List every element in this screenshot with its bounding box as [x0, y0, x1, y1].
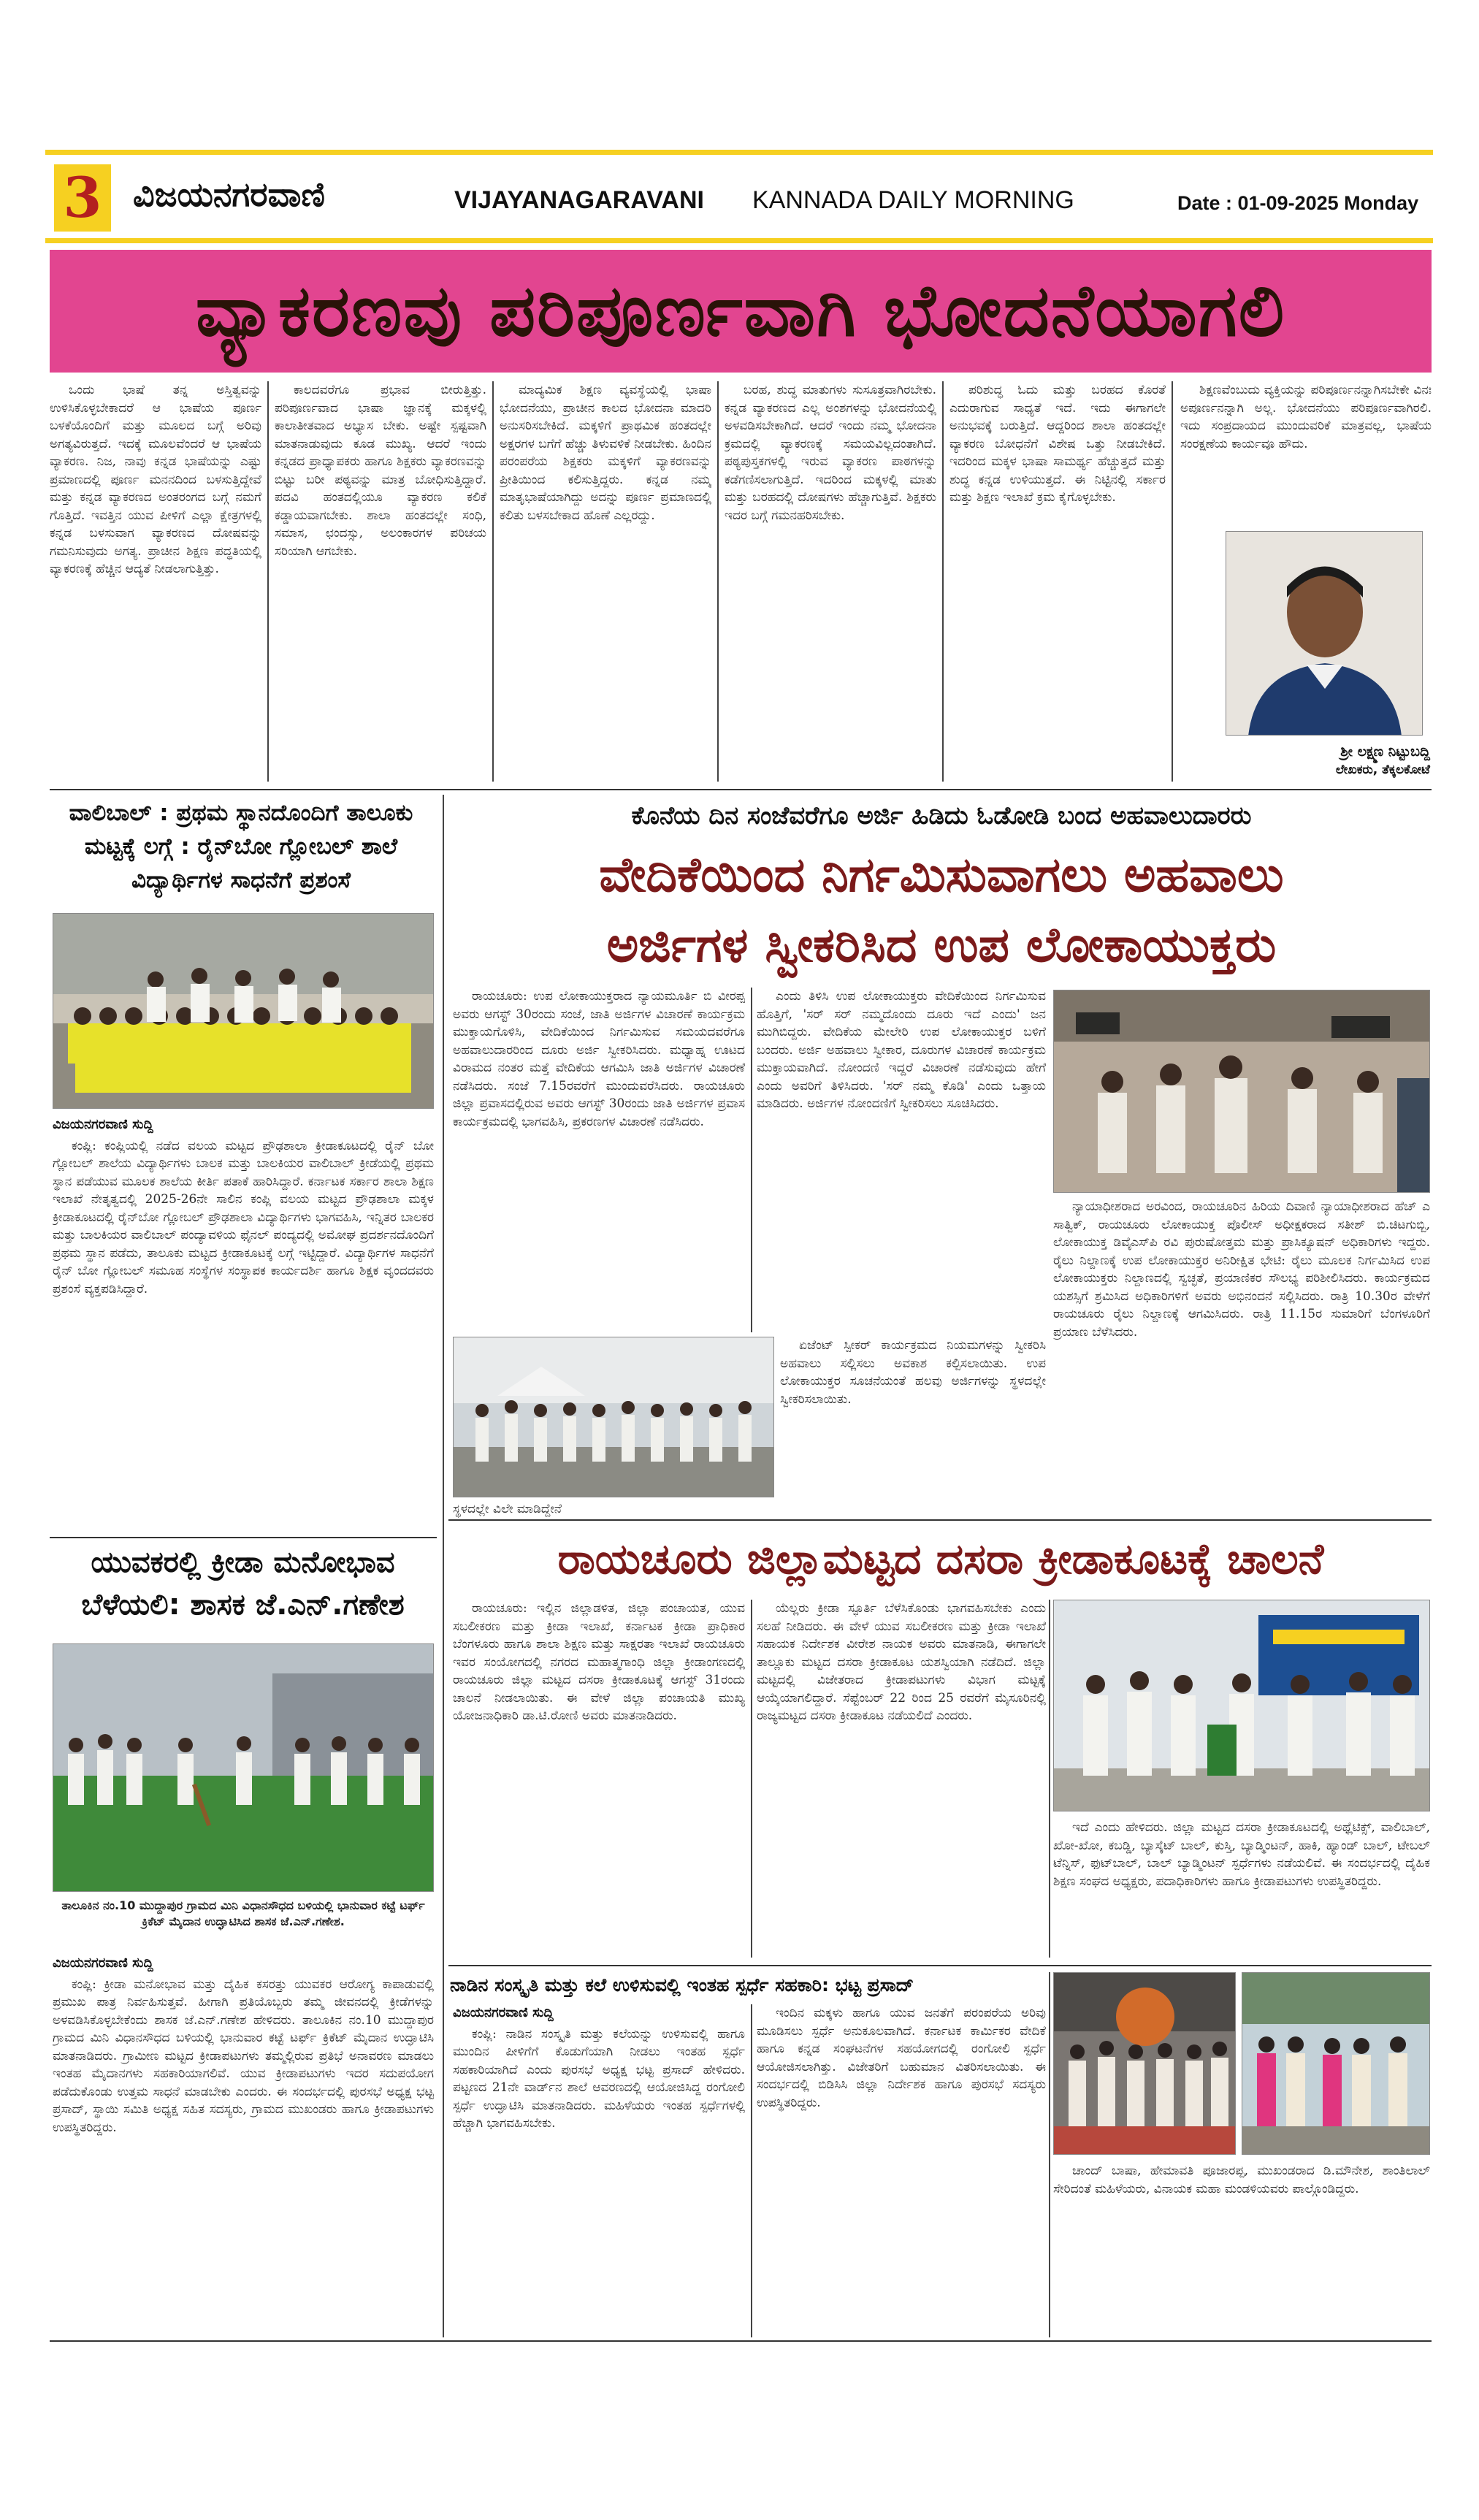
- lokayukta-headline-1: ವೇದಿಕೆಯಿಂದ ನಿರ್ಗಮಿಸುವಾಗಲು ಅಹವಾಲು: [599, 847, 1284, 903]
- column-divider: [1172, 381, 1173, 782]
- yuva-cricket-photo: [53, 1643, 434, 1892]
- culture-column-3: [1053, 2162, 1430, 2235]
- lokayukta-column-2: [757, 988, 1046, 1332]
- dasara-column-3: [1053, 1819, 1430, 1958]
- column-divider: [267, 381, 269, 782]
- culture-column-2: [757, 2004, 1046, 2337]
- editorial-text-6: ಶಿಕ್ಷಣವೆಂಬುದು ವ್ಯಕ್ತಿಯನ್ನು ಪರಿಪೂರ್ಣನನ್ನಾಗಿಸಬೇಕೇ ವಿನಃ ಅಪೂರ್ಣನನ್ನಾಗಿ ಅಲ್ಲ. ಭೋದನೆಯು ಪರಿಪೂರ್ಣವಾಗಿರಲಿ. ಇದು ಸಂಪ್ರದಾಯದ ಮುಂದುವರಿಕೆ ಮಾತ್ರವಲ್ಲ, ಭಾಷೆಯ ಸಂರಕ್ಷಣೆಯ ಕಾರ್ಯವೂ ಹೌದು.: [1180, 383, 1432, 451]
- crowd-hall-image: [454, 1337, 774, 1497]
- section-divider: [50, 789, 1432, 790]
- editorial-text-1: ಒಂದು ಭಾಷೆ ತನ್ನ ಅಸ್ತಿತ್ವವನ್ನು ಉಳಿಸಿಕೊಳ್ಳಬೇಕಾದರೆ ಆ ಭಾಷೆಯ ಪೂರ್ಣ ಬಳಕೆಯೊಂದಿಗೆ ಮತ್ತು ಮೂಲದ ಬಗ್ಗೆ ಅರಿವು ಅಗತ್ಯವಿರುತ್ತದೆ. ಇದಕ್ಕೆ ಮೂಲವೆಂದರೆ ಆ ಭಾಷೆಯ ವ್ಯಾಕರಣ. ನಿಜ, ನಾವು ಕನ್ನಡ ಭಾಷೆಯನ್ನು ಎಷ್ಟು ಪ್ರಮಾಣದಲ್ಲಿ ಪೂರ್ಣ ಮನನದಿಂದ ಬಳಸುತ್ತಿದ್ದೇವೆ ಮತ್ತು ಕನ್ನಡ ವ್ಯಾಕರಣದ ಅಂತರಂಗದ ಬಗ್ಗೆ ನಮಗೆ ಗೊತ್ತಿದೆ. ಇವತ್ತಿನ ಯುವ ಪೀಳಿಗೆ ಎಲ್ಲಾ ಕ್ಷೇತ್ರಗಳಲ್ಲಿ ಕನ್ನಡ ಬಳಸುವಾಗ ವ್ಯಾಕರಣದ ದೋಷವನ್ನು ಗಮನಿಸುವುದು ಅಗತ್ಯ. ಪ್ರಾಚೀನ ಶಿಕ್ಷಣ ಪದ್ಧತಿಯಲ್ಲಿ ವ್ಯಾಕರಣಕ್ಕೆ ಹೆಚ್ಚಿನ ಆದ್ಯತೆ ನೀಡಲಾಗುತ್ತಿತ್ತು.: [50, 383, 261, 576]
- volleyball-body: ಕಂಪ್ಲಿ: ಕಂಪ್ಲಿಯಲ್ಲಿ ನಡೆದ ವಲಯ ಮಟ್ಟದ ಪ್ರೌಢಶಾಲಾ ಕ್ರೀಡಾಕೂಟದಲ್ಲಿ ರೈನ್ ಬೋ ಗ್ಲೋಬಲ್ ಶಾಲೆಯ ವಿದ್ಯಾರ್ಥಿಗಳು ಬಾಲಕ ಮತ್ತು ಬಾಲಕಿಯರ ವಾಲಿಬಾಲ್ ಕ್ರೀಡೆಯಲ್ಲಿ ಪ್ರಥಮ ಸ್ಥಾನ ಪಡೆಯುವ ಮೂಲಕ ಶಾಲೆಯ ಕೀರ್ತಿ ಪತಾಕೆ ಹಾರಿಸಿದ್ದಾರೆ. ಕರ್ನಾಟಕ ಸರ್ಕಾರ ಶಾಲಾ ಶಿಕ್ಷಣ ಇಲಾಖೆ ನೇತೃತ್ವದಲ್ಲಿ 2025-26ನೇ ಸಾಲಿನ ಕಂಪ್ಲಿ ವಲಯ ಮಟ್ಟದ ಪ್ರೌಢಶಾಲಾ ಮಕ್ಕಳ ಕ್ರೀಡಾಕೂಟದಲ್ಲಿ ರೈನ್‌ಬೋ ಗ್ಲೋಬಲ್ ಪ್ರೌಢಶಾಲಾ ವಿದ್ಯಾರ್ಥಿಗಳು ಭಾಗವಹಿಸಿ, ಇನ್ನಿತರ ಬಾಲಕರ ಮತ್ತು ಬಾಲಕಿಯರ ವಾಲಿಬಾಲ್ ಪಂದ್ಯಾವಳಿಯ ಫೈನಲ್ ಪಂದ್ಯದಲ್ಲಿ ಅಮೋಘ ಪ್ರದರ್ಶನದೊಂದಿಗೆ ಪ್ರಥಮ ಸ್ಥಾನ ಪಡೆದು, ತಾಲೂಕು ಮಟ್ಟದ ಕ್ರೀಡಾಕೂಟಕ್ಕೆ ಲಗ್ಗೆ ಇಟ್ಟಿದ್ದಾರೆ. ವಿದ್ಯಾರ್ಥಿಗಳ ಸಾಧನೆಗೆ ರೈನ್ ಬೋ ಗ್ಲೋಬಲ್ ಸಮೂಹ ಸಂಸ್ಥೆಗಳ ಸಂಸ್ಥಾಪಕ ಕಾರ್ಯದರ್ಶಿ ಹಾಗೂ ಶಿಕ್ಷಕ ವೃಂದದವರು ಪ್ರಶಂಸೆ ವ್ಯಕ್ತಪಡಿಸಿದ್ದಾರೆ.: [53, 1138, 434, 1297]
- volleyball-byline: ವಿಜಯನಗರವಾಣಿ ಸುದ್ದಿ: [53, 1117, 153, 1132]
- lokayukta-column-1: [453, 988, 745, 1332]
- lokayukta-kicker: ಕೊನೆಯ ದಿನ ಸಂಜೆವರೆಗೂ ಅರ್ಜಿ ಹಿಡಿದು ಓಡೋಡಿ ಬಂದ ಅಹವಾಲುದಾರರು: [631, 801, 1252, 831]
- author-name: ಶ್ರೀ ಲಕ್ಷ್ಮಣ ನಿಟ್ಟುಬದ್ದಿ: [1340, 744, 1430, 760]
- volleyball-article: [53, 1116, 434, 1534]
- column-divider: [751, 1600, 752, 1958]
- editorial-text-2: ಕಾಲದವರೆಗೂ ಪ್ರಭಾವ ಬೀರುತ್ತಿತ್ತು. ಪರಿಪೂರ್ಣವಾದ ಭಾಷಾ ಜ್ಞಾನಕ್ಕೆ ಮಕ್ಕಳಲ್ಲಿ ಕಾಲಾತೀತವಾದ ಅಭ್ಯಾಸ ಬೇಕು. ಅಷ್ಟೇ ಸ್ಪಷ್ಟವಾಗಿ ಮಾತನಾಡುವುದು ಕೂಡ ಮುಖ್ಯ. ಆದರೆ ಇಂದು ಕನ್ನಡದ ಪ್ರಾಧ್ಯಾಪಕರು ಹಾಗೂ ಶಿಕ್ಷಕರು ವ್ಯಾಕರಣವನ್ನು ಬಿಟ್ಟು ಬರೀ ಪಠ್ಯವನ್ನು ಮಾತ್ರ ಬೋಧಿಸುತ್ತಿದ್ದಾರೆ. ಪದವಿ ಹಂತದಲ್ಲಿಯೂ ವ್ಯಾಕರಣ ಕಲಿಕೆ ಕಡ್ಡಾಯವಾಗಬೇಕು. ಶಾಲಾ ಹಂತದಲ್ಲೇ ಸಂಧಿ, ಸಮಾಸ, ಛಂದಸ್ಸು, ಅಲಂಕಾರಗಳ ಪರಿಚಯ ಸರಿಯಾಗಿ ಆಗಬೇಕು.: [275, 383, 486, 559]
- lokayukta-photo-caption: ಸ್ಥಳದಲ್ಲೇ ವಿಲೇ ಮಾಡಿದ್ದೇನೆ: [453, 1502, 562, 1516]
- culture-headline: ನಾಡಿನ ಸಂಸ್ಕೃತಿ ಮತ್ತು ಕಲೆ ಉಳಿಸುವಲ್ಲಿ ಇಂತಹ ಸ್ಪರ್ಧೆ ಸಹಕಾರಿ: ಭಟ್ಟ ಪ್ರಸಾದ್: [450, 1974, 914, 1996]
- section-divider: [448, 1965, 1432, 1966]
- editorial-column-6: [1180, 381, 1432, 527]
- editorial-column-2: [275, 381, 486, 782]
- editorial-column-3: [500, 381, 711, 782]
- author-portrait-image: [1226, 532, 1423, 736]
- column-divider: [1049, 1600, 1050, 1958]
- editorial-column-5: [949, 381, 1166, 782]
- rangoli-group-image-2: [1242, 1973, 1430, 2155]
- lokayukta-headline-2: ಅರ್ಜಿಗಳ ಸ್ವೀಕರಿಸಿದ ಉಪ ಲೋಕಾಯುಕ್ತರು: [606, 917, 1277, 973]
- page-number: 3: [54, 164, 111, 232]
- page-bottom-rule: [50, 2340, 1432, 2342]
- rangoli-group-image-1: [1054, 1973, 1236, 2155]
- masthead-tagline: KANNADA DAILY MORNING: [752, 186, 1074, 214]
- editorial-text-4: ಬರಹ, ಶುದ್ಧ ಮಾತುಗಳು ಸುಸೂತ್ರವಾಗಿರಬೇಕು. ಕನ್ನಡ ವ್ಯಾಕರಣದ ಎಲ್ಲ ಅಂಶಗಳನ್ನು ಭೋದನೆಯಲ್ಲಿ ಅಳವಡಿಸಬೇಕಾಗಿದೆ. ಆದರೆ ಇಂದು ನಮ್ಮ ಭೋದನಾ ಕ್ರಮದಲ್ಲಿ ವ್ಯಾಕರಣಕ್ಕೆ ಸಮಯವಿಲ್ಲದಂತಾಗಿದೆ. ಪಠ್ಯಪುಸ್ತಕಗಳಲ್ಲಿ ಇರುವ ವ್ಯಾಕರಣ ಪಾಠಗಳನ್ನು ಕಡೆಗಣಿಸಲಾಗುತ್ತಿದೆ. ಇದರಿಂದ ಮಕ್ಕಳಲ್ಲಿ ಮಾತು ಮತ್ತು ಬರಹದಲ್ಲಿ ದೋಷಗಳು ಹೆಚ್ಚಾಗುತ್ತಿವೆ. ಶಿಕ್ಷಕರು ಇದರ ಬಗ್ಗೆ ಗಮನಹರಿಸಬೇಕು.: [725, 383, 936, 523]
- hearing-room-image: [1054, 990, 1430, 1193]
- lokayukta-column-2b: [780, 1337, 1046, 1497]
- culture-column-1: [453, 2004, 745, 2337]
- masthead-english-name: VIJAYANAGARAVANI: [454, 186, 704, 214]
- dasara-column-1: [453, 1600, 745, 1958]
- lokayukta-column-3: [1053, 1198, 1430, 1511]
- lokayukta-crowd-photo: [453, 1337, 774, 1497]
- volleyball-headline: ವಾಲಿಬಾಲ್ : ಪ್ರಥಮ ಸ್ಥಾನದೊಂದಿಗೆ ತಾಲೂಕು ಮಟ್ಟಕ್ಕೆ ಲಗ್ಗೆ : ರೈನ್‌ಬೋ ಗ್ಲೋಬಲ್ ಶಾಲೆ ವಿದ್ಯಾರ್ಥಿಗಳ ಸಾಧನೆಗೆ ಪ್ರಶಂಸೆ: [69, 800, 413, 893]
- masthead-top-rule: [45, 150, 1433, 155]
- culture-group-photo-2: [1242, 1972, 1430, 2155]
- volleyball-team-photo: [53, 913, 434, 1109]
- dasara-inauguration-image: [1054, 1600, 1430, 1811]
- editorial-banner: [50, 250, 1432, 373]
- author-photo: [1226, 531, 1423, 736]
- editorial-headline: ವ್ಯಾಕರಣವು ಪರಿಪೂರ್ಣವಾಗಿ ಭೋದನೆಯಾಗಲಿ: [195, 270, 1286, 353]
- dasara-text-1: ರಾಯಚೂರು: ಇಲ್ಲಿನ ಜಿಲ್ಲಾಡಳಿತ, ಜಿಲ್ಲಾ ಪಂಚಾಯತ, ಯುವ ಸಬಲೀಕರಣ ಮತ್ತು ಕ್ರೀಡಾ ಇಲಾಖೆ, ಕರ್ನಾಟಕ ಕ್ರೀಡಾ ಪ್ರಾಧಿಕಾರ ಬೆಂಗಳೂರು ಹಾಗೂ ಶಾಲಾ ಶಿಕ್ಷಣ ಮತ್ತು ಸಾಕ್ಷರತಾ ಇಲಾಖೆ ರಾಯಚೂರು ಇವರ ಸಂಯೋಗದಲ್ಲಿ ನಗರದ ಮಹಾತ್ಮಗಾಂಧಿ ಜಿಲ್ಲಾ ಕ್ರೀಡಾಂಗಣದಲ್ಲಿ ರಾಯಚೂರು ಜಿಲ್ಲಾ ಮಟ್ಟದ ದಸರಾ ಕ್ರೀಡಾಕೂಟಕ್ಕೆ ಆಗಸ್ಟ್ 31ರಂದು ಚಾಲನೆ ನೀಡಲಾಯಿತು. ಈ ವೇಳೆ ಜಿಲ್ಲಾ ಪಂಚಾಯತಿ ಮುಖ್ಯ ಯೋಜನಾಧಿಕಾರಿ ಡಾ.ಟಿ.ರೋಣಿ ಅವರು ಮಾತನಾಡಿದರು.: [453, 1601, 745, 1723]
- section-divider: [448, 1519, 1432, 1521]
- yuva-photo-caption: ತಾಲೂಕಿನ ನಂ.10 ಮುದ್ದಾಪುರ ಗ್ರಾಮದ ಮಿನಿ ವಿಧಾನಸೌಧದ ಬಳಿಯಲ್ಲಿ ಭಾನುವಾರ ಕಟ್ಟೆ ಟರ್ಫ್ ಕ್ರಿಕೆಟ್ ಮೈದಾನ ಉದ್ಘಾಟಿಸಿದ ಶಾಸಕ ಜೆ.ಎನ್.ಗಣೇಶ.: [61, 1898, 425, 1928]
- masthead-date: Date : 01-09-2025 Monday: [1177, 192, 1419, 214]
- dasara-headline: ರಾಯಚೂರು ಜಿಲ್ಲಾಮಟ್ಟದ ದಸರಾ ಕ್ರೀಡಾಕೂಟಕ್ಕೆ ಚಾಲನೆ: [557, 1534, 1324, 1584]
- editorial-text-3: ಮಾದ್ಯಮಿಕ ಶಿಕ್ಷಣ ವ್ಯವಸ್ಥೆಯಲ್ಲಿ ಭಾಷಾ ಭೋದನೆಯು, ಪ್ರಾಚೀನ ಕಾಲದ ಭೋದನಾ ಮಾದರಿ ಅನುಸರಿಸಬೇಕಿದೆ. ಮಕ್ಕಳಿಗೆ ಪ್ರಾಥಮಿಕ ಹಂತದಲ್ಲೇ ಅಕ್ಷರಗಳ ಬಗೆಗೆ ಹೆಚ್ಚು ತಿಳುವಳಿಕೆ ನೀಡಬೇಕು. ಹಿಂದಿನ ಪರಂಪರೆಯ ಶಿಕ್ಷಕರು ಮಕ್ಕಳಿಗೆ ವ್ಯಾಕರಣವನ್ನು ಪ್ರೀತಿಯಿಂದ ಕಲಿಸುತ್ತಿದ್ದರು. ಕನ್ನಡ ನಮ್ಮ ಮಾತೃಭಾಷೆಯಾಗಿದ್ದು ಅದನ್ನು ಪೂರ್ಣ ಪ್ರಮಾಣದಲ್ಲಿ ಕಲಿತು ಬಳಸಬೇಕಾದ ಹೊಣೆ ಎಲ್ಲರದ್ದು.: [500, 383, 711, 523]
- section-divider: [50, 1537, 437, 1538]
- culture-text-1: ಕಂಪ್ಲಿ: ನಾಡಿನ ಸಂಸ್ಕೃತಿ ಮತ್ತು ಕಲೆಯನ್ನು ಉಳಿಸುವಲ್ಲಿ ಹಾಗೂ ಮುಂದಿನ ಪೀಳಿಗೆಗೆ ಕೊಡುಗೆಯಾಗಿ ನೀಡಲು ಇಂತಹ ಸ್ಪರ್ಧೆ ಸಹಕಾರಿಯಾಗಿದೆ ಎಂದು ಪುರಸಭೆ ಅಧ್ಯಕ್ಷ ಭಟ್ಟ ಪ್ರಸಾದ್ ಹೇಳಿದರು. ಪಟ್ಟಣದ 21ನೇ ವಾರ್ಡ್‌ನ ಶಾಲೆ ಆವರಣದಲ್ಲಿ ಆಯೋಜಿಸಿದ್ದ ರಂಗೋಲಿ ಸ್ಪರ್ಧೆ ಉದ್ಘಾಟಿಸಿ ಮಾತನಾಡಿದರು. ಮಹಿಳೆಯರು ಇಂತಹ ಸ್ಪರ್ಧೆಗಳಲ್ಲಿ ಹೆಚ್ಚಾಗಿ ಭಾಗವಹಿಸಬೇಕು.: [453, 2026, 745, 2131]
- culture-byline: ವಿಜಯನಗರವಾಣಿ ಸುದ್ದಿ: [453, 2005, 554, 2020]
- yuva-byline: ವಿಜಯನಗರವಾಣಿ ಸುದ್ದಿ: [53, 1955, 153, 1971]
- dasara-text-2: ಯೆಲ್ಲರು ಕ್ರೀಡಾ ಸ್ಫೂರ್ತಿ ಬೆಳೆಸಿಕೊಂಡು ಭಾಗವಹಿಸಬೇಕು ಎಂದು ಸಲಹೆ ನೀಡಿದರು. ಈ ವೇಳೆ ಯುವ ಸಬಲೀಕರಣ ಮತ್ತು ಕ್ರೀಡಾ ಇಲಾಖೆ ಸಹಾಯಕ ನಿರ್ದೇಶಕ ವೀರೇಶ ನಾಯಕ ಅವರು ಮಾತನಾಡಿ, ಈಗಾಗಲೇ ತಾಲ್ಲೂಕು ಮಟ್ಟದ ದಸರಾ ಕ್ರೀಡಾಕೂಟ ಯಶಸ್ವಿಯಾಗಿ ನಡೆದಿದೆ. ಜಿಲ್ಲಾ ಮಟ್ಟದಲ್ಲಿ ವಿಜೇತರಾದ ಕ್ರೀಡಾಪಟುಗಳು ವಿಭಾಗ ಮಟ್ಟಕ್ಕೆ ಆಯ್ಕೆಯಾಗಲಿದ್ದಾರೆ. ಸೆಪ್ಟೆಂಬರ್ 22 ರಿಂದ 25 ರವರೆಗೆ ಮೈಸೂರಿನಲ್ಲಿ ರಾಜ್ಯಮಟ್ಟದ ದಸರಾ ಕ್ರೀಡಾಕೂಟ ನಡೆಯಲಿದೆ ಎಂದರು.: [757, 1601, 1046, 1723]
- culture-group-photo-1: [1053, 1972, 1236, 2155]
- culture-text-2: ಇಂದಿನ ಮಕ್ಕಳು ಹಾಗೂ ಯುವ ಜನತೆಗೆ ಪರಂಪರೆಯ ಅರಿವು ಮೂಡಿಸಲು ಸ್ಪರ್ಧೆ ಅನುಕೂಲವಾಗಿದೆ. ಕರ್ನಾಟಕ ಕಾರ್ಮಿಕರ ವೇದಿಕೆ ಹಾಗೂ ಕನ್ನಡ ಸಂಘಟನೆಗಳ ಸಹಯೋಗದಲ್ಲಿ ರಂಗೋಲಿ ಸ್ಪರ್ಧೆ ಆಯೋಜಿಸಲಾಗಿತ್ತು. ವಿಜೇತರಿಗೆ ಬಹುಮಾನ ವಿತರಿಸಲಾಯಿತು. ಈ ಸಂದರ್ಭದಲ್ಲಿ ಬಿಡಿಸಿಸಿ ಜಿಲ್ಲಾ ನಿರ್ದೇಶಕ ಹಾಗೂ ಪುರಸಭೆ ಸದಸ್ಯರು ಉಪಸ್ಥಿತರಿದ್ದರು.: [757, 2006, 1046, 2110]
- masthead-logo: ವಿಜಯನಗರವಾಣಿ: [133, 175, 325, 214]
- dasara-text-3: ಇದೆ ಎಂದು ಹೇಳಿದರು. ಜಿಲ್ಲಾ ಮಟ್ಟದ ದಸರಾ ಕ್ರೀಡಾಕೂಟದಲ್ಲಿ ಅಥ್ಲೆಟಿಕ್ಸ್, ವಾಲಿಬಾಲ್, ಖೋ-ಖೋ, ಕಬಡ್ಡಿ, ಬ್ಯಾಸ್ಕೆಟ್ ಬಾಲ್, ಕುಸ್ತಿ, ಬ್ಯಾಡ್ಮಿಂಟನ್, ಹಾಕಿ, ಹ್ಯಾಂಡ್ ಬಾಲ್, ಟೇಬಲ್ ಟೆನ್ನಿಸ್, ಫುಟ್‌ಬಾಲ್, ಬಾಲ್ ಬ್ಯಾಡ್ಮಿಂಟನ್ ಸ್ಪರ್ಧೆಗಳು ನಡೆಯಲಿವೆ. ಈ ಸಂದರ್ಭದಲ್ಲಿ ದೈಹಿಕ ಶಿಕ್ಷಣ ಸಂಘದ ಅಧ್ಯಕ್ಷರು, ಪದಾಧಿಕಾರಿಗಳು ಹಾಗೂ ಕ್ರೀಡಾಪಟುಗಳು ಉಪಸ್ಥಿತರಿದ್ದರು.: [1053, 1820, 1430, 1889]
- yuva-headline: ಯುವಕರಲ್ಲಿ ಕ್ರೀಡಾ ಮನೋಭಾವ ಬೆಳೆಯಲಿ: ಶಾಸಕ ಜೆ.ಎನ್.ಗಣೇಶ: [81, 1546, 405, 1622]
- masthead: [45, 150, 1433, 243]
- yuva-body: ಕಂಪ್ಲಿ: ಕ್ರೀಡಾ ಮನೋಭಾವ ಮತ್ತು ದೈಹಿಕ ಕಸರತ್ತು ಯುವಕರ ಆರೋಗ್ಯ ಕಾಪಾಡುವಲ್ಲಿ ಪ್ರಮುಖ ಪಾತ್ರ ನಿರ್ವಹಿಸುತ್ತವೆ. ಹೀಗಾಗಿ ಪ್ರತಿಯೊಬ್ಬರು ತಮ್ಮ ಜೀವನದಲ್ಲಿ ಕ್ರೀಡೆಗಳನ್ನು ಅಳವಡಿಸಿಕೊಳ್ಳಬೇಕೆಂದು ಶಾಸಕ ಜೆ.ಎನ್.ಗಣೇಶ ಹೇಳಿದರು. ತಾಲೂಕಿನ ನಂ.10 ಮುದ್ದಾಪುರ ಗ್ರಾಮದ ಮಿನಿ ವಿಧಾನಸೌಧದ ಬಳಿಯಲ್ಲಿ ಭಾನುವಾರ ಕಟ್ಟೆ ಟರ್ಫ್ ಕ್ರಿಕೆಟ್ ಮೈದಾನ ಉದ್ಘಾಟಿಸಿ ಮಾತನಾಡಿದರು. ಗ್ರಾಮೀಣ ಮಟ್ಟದ ಕ್ರೀಡಾಪಟುಗಳು ತಮ್ಮಲ್ಲಿರುವ ಪ್ರತಿಭೆ ಅನಾವರಣ ಮಾಡಲು ಇಂತಹ ಮೈದಾನಗಳು ಸಹಕಾರಿಯಾಗಲಿವೆ. ಯುವ ಕ್ರೀಡಾಪಟುಗಳು ಇದರ ಸದುಪಯೋಗ ಪಡೆದುಕೊಂಡು ಉತ್ತಮ ಸಾಧನೆ ಮಾಡಬೇಕು ಎಂದರು. ಈ ಸಂದರ್ಭದಲ್ಲಿ ಪುರಸಭೆ ಅಧ್ಯಕ್ಷ ಭಟ್ಟ ಪ್ರಸಾದ್, ಸ್ಥಾಯಿ ಸಮಿತಿ ಅಧ್ಯಕ್ಷ ಸಹಿತ ಸದಸ್ಯರು, ಗ್ರಾಮದ ಮುಖಂಡರು ಹಾಗೂ ಕ್ರೀಡಾಪಟುಗಳು ಉಪಸ್ಥಿತರಿದ್ದರು.: [53, 1977, 434, 2135]
- editorial-column-4: [725, 381, 936, 782]
- lokayukta-text-2: ಎಂದು ತಿಳಿಸಿ ಉಪ ಲೋಕಾಯುಕ್ತರು ವೇದಿಕೆಯಿಂದ ನಿರ್ಗಮಿಸುವ ಹೊತ್ತಿಗೆ, 'ಸರ್ ಸರ್ ನಮ್ಮದೊಂದು ದೂರು ಇದೆ ಎಂದು' ಜನ ಮುಗಿಬಿದ್ದರು. ವೇದಿಕೆಯ ಮೇಲೇರಿ ಉಪ ಲೋಕಾಯುಕ್ತರ ಬಳಿಗೆ ಬಂದರು. ಅರ್ಜಿ ಅಹವಾಲು ಸ್ವೀಕಾರ, ದೂರುಗಳ ವಿಚಾರಣೆ ಕಾರ್ಯಕ್ರಮ ಮುಕ್ತಾಯವಾಗಿದೆ. ನೋಂದಣಿ ಇದ್ದರೆ ವಿಚಾರಣೆ ನಡೆಸುವುದು ಹೇಗೆ ಎಂದು ಅವರಿಗೆ ತಿಳಿಸಿದರು. 'ಸರ್ ನಮ್ಮ ಕೊಡಿ' ಎಂದು ಒತ್ತಾಯ ಮಾಡಿದರು. ಅರ್ಜಿಗಳ ನೋಂದಣಿಗೆ ಸ್ವೀಕರಿಸಲು ಸೂಚಿಸಿದರು.: [757, 989, 1046, 1111]
- column-divider: [1049, 1972, 1050, 2337]
- volleyball-team-image: [53, 914, 434, 1109]
- culture-text-3: ಚಾಂದ್ ಬಾಷಾ, ಹೇಮಾವತಿ ಪೂಜಾರಪ್ಪ, ಮುಖಂಡರಾದ ಡಿ.ಮೌನೇಶ, ಶಾಂತಿಲಾಲ್ ಸೇರಿದಂತೆ ಮಹಿಳೆಯರು, ವಿನಾಯಕ ಮಹಾ ಮಂಡಳಿಯವರು ಪಾಲ್ಗೊಂಡಿದ್ದರು.: [1053, 2164, 1430, 2196]
- author-role: ಲೇಖಕರು, ತೆಕ್ಕಲಕೋಟೆ: [1335, 763, 1430, 777]
- yuva-article: [53, 1955, 434, 2342]
- column-divider: [492, 381, 494, 782]
- lokayukta-text-1: ರಾಯಚೂರು: ಉಪ ಲೋಕಾಯುಕ್ತರಾದ ನ್ಯಾಯಮೂರ್ತಿ ಬಿ ವೀರಪ್ಪ ಅವರು ಆಗಸ್ಟ್ 30ರಂದು ಸಂಜೆ, ಜಾತಿ ಅರ್ಜಿಗಳ ವಿಚಾರಣೆ ಕಾರ್ಯಕ್ರಮ ಮುಕ್ತಾಯಗೊಳಿಸಿ, ವೇದಿಕೆಯಿಂದ ನಿರ್ಗಮಿಸುವ ಸಮಯದವರೆಗೂ ಅಹವಾಲುದಾರರಿಂದ ದೂರು ಅರ್ಜಿ ಸ್ವೀಕರಿಸಿದರು. ಮಧ್ಯಾಹ್ನ ಊಟದ ವಿರಾಮದ ನಂತರ ಮತ್ತೆ ವೇದಿಕೆಯ ಆಗಮಿಸಿ ಜಾತಿ ಅರ್ಜಿಗಳ ವಿಚಾರಣೆ ನಡೆಸಿದರು. ಸಂಜೆ 7.15ರವರೆಗೆ ಮುಂದುವರೆಸಿದರು. ರಾಯಚೂರು ಜಿಲ್ಲಾ ಪ್ರವಾಸದಲ್ಲಿರುವ ಅವರು ಆಗಸ್ಟ್ 30ರಂದು ಜಾತಿ ಅರ್ಜಿಗಳ ಪ್ರವಾಸ ಕಾರ್ಯಕ್ರಮದಲ್ಲಿ ಭಾಗವಹಿಸಿ, ಪ್ರಕರಣಗಳ ವಿಚಾರಣೆ ನಡೆಸಿದರು.: [453, 989, 745, 1129]
- dasara-inauguration-photo: [1053, 1600, 1430, 1811]
- column-divider: [942, 381, 944, 782]
- editorial-body: [50, 381, 1432, 783]
- editorial-column-1: [50, 381, 261, 782]
- masthead-bottom-rule: [45, 238, 1433, 243]
- editorial-text-5: ಪರಿಶುದ್ಧ ಓದು ಮತ್ತು ಬರಹದ ಕೊರತೆ ಎದುರಾಗುವ ಸಾಧ್ಯತೆ ಇದೆ. ಇದು ಈಗಾಗಲೇ ಅನುಭವಕ್ಕೆ ಬರುತ್ತಿದೆ. ಆದ್ದರಿಂದ ಶಾಲಾ ಹಂತದಲ್ಲೇ ವ್ಯಾಕರಣ ಬೋಧನೆಗೆ ವಿಶೇಷ ಒತ್ತು ನೀಡಬೇಕಿದೆ. ಇದರಿಂದ ಮಕ್ಕಳ ಭಾಷಾ ಸಾಮರ್ಥ್ಯ ಹೆಚ್ಚುತ್ತದೆ ಮತ್ತು ಶುದ್ಧ ಕನ್ನಡ ಉಳಿಯುತ್ತದೆ. ಈ ನಿಟ್ಟಿನಲ್ಲಿ ಸರ್ಕಾರ ಮತ್ತು ಶಿಕ್ಷಣ ಇಲಾಖೆ ಕ್ರಮ ಕೈಗೊಳ್ಳಬೇಕು.: [949, 383, 1166, 505]
- lokayukta-text-3: ನ್ಯಾಯಾಧೀಶರಾದ ಅರವಿಂದ, ರಾಯಚೂರಿನ ಹಿರಿಯ ದಿವಾಣಿ ನ್ಯಾಯಾಧೀಶರಾದ ಹೆಚ್ ಎ ಸಾತ್ವಿಕ್, ರಾಯಚೂರು ಲೋಕಾಯುಕ್ತ ಪೊಲೀಸ್ ಅಧೀಕ್ಷಕರಾದ ಸತೀಶ್ ಬಿ.ಚಿಟಗುಬ್ಬಿ, ಲೋಕಾಯುಕ್ತ ಡಿವೈಎಸ್‌ಪಿ ರವಿ ಪುರುಷೋತ್ತಮ ಮತ್ತು ಪ್ರಾಸಿಕ್ಯೂಷನ್ ಅಧಿಕಾರಿಗಳು ಇದ್ದರು. ರೈಲು ನಿಲ್ದಾಣಕ್ಕೆ ಉಪ ಲೋಕಾಯುಕ್ತರ ಅನಿರೀಕ್ಷಿತ ಭೇಟಿ: ರೈಲು ಮೂಲಕ ನಿರ್ಗಮಿಸಿದ ಉಪ ಲೋಕಾಯುಕ್ತರು ನಿಲ್ದಾಣದಲ್ಲಿ ಸ್ವಚ್ಛತೆ, ಪ್ರಯಾಣಿಕರ ಸೌಲಭ್ಯ ಪರಿಶೀಲಿಸಿದರು. ಕಾರ್ಯಕ್ರಮದ ಯಶಸ್ಸಿಗೆ ಶ್ರಮಿಸಿದ ಅಧಿಕಾರಿಗಳಿಗೆ ಅವರು ಅಭಿನಂದನೆ ಸಲ್ಲಿಸಿದರು. ರಾತ್ರಿ 10.30ರ ವೇಳೆಗೆ ರಾಯಚೂರು ರೈಲು ನಿಲ್ದಾಣಕ್ಕೆ ಆಗಮಿಸಿದರು. ರಾತ್ರಿ 11.15ರ ಸುಮಾರಿಗೆ ಬೆಂಗಳೂರಿಗೆ ಪ್ರಯಾಣ ಬೆಳೆಸಿದರು.: [1053, 1199, 1430, 1340]
- dasara-column-2: [757, 1600, 1046, 1958]
- column-divider: [751, 2004, 752, 2337]
- cricket-ground-image: [53, 1644, 434, 1892]
- column-divider: [751, 988, 752, 1332]
- page-column-divider: [443, 795, 444, 2337]
- lokayukta-hearing-photo: [1053, 990, 1430, 1193]
- column-divider: [717, 381, 719, 782]
- lokayukta-text-2b: ಏಜೆಂಟ್ ಸ್ಪೀಕರ್ ಕಾರ್ಯಕ್ರಮದ ನಿಯಮಗಳನ್ನು ಸ್ವೀಕರಿಸಿ ಅಹವಾಲು ಸಲ್ಲಿಸಲು ಅವಕಾಶ ಕಲ್ಪಿಸಲಾಯಿತು. ಉಪ ಲೋಕಾಯುಕ್ತರ ಸೂಚನೆಯಂತೆ ಹಲವು ಅರ್ಜಿಗಳನ್ನು ಸ್ಥಳದಲ್ಲೇ ಸ್ವೀಕರಿಸಲಾಯಿತು.: [780, 1338, 1046, 1407]
